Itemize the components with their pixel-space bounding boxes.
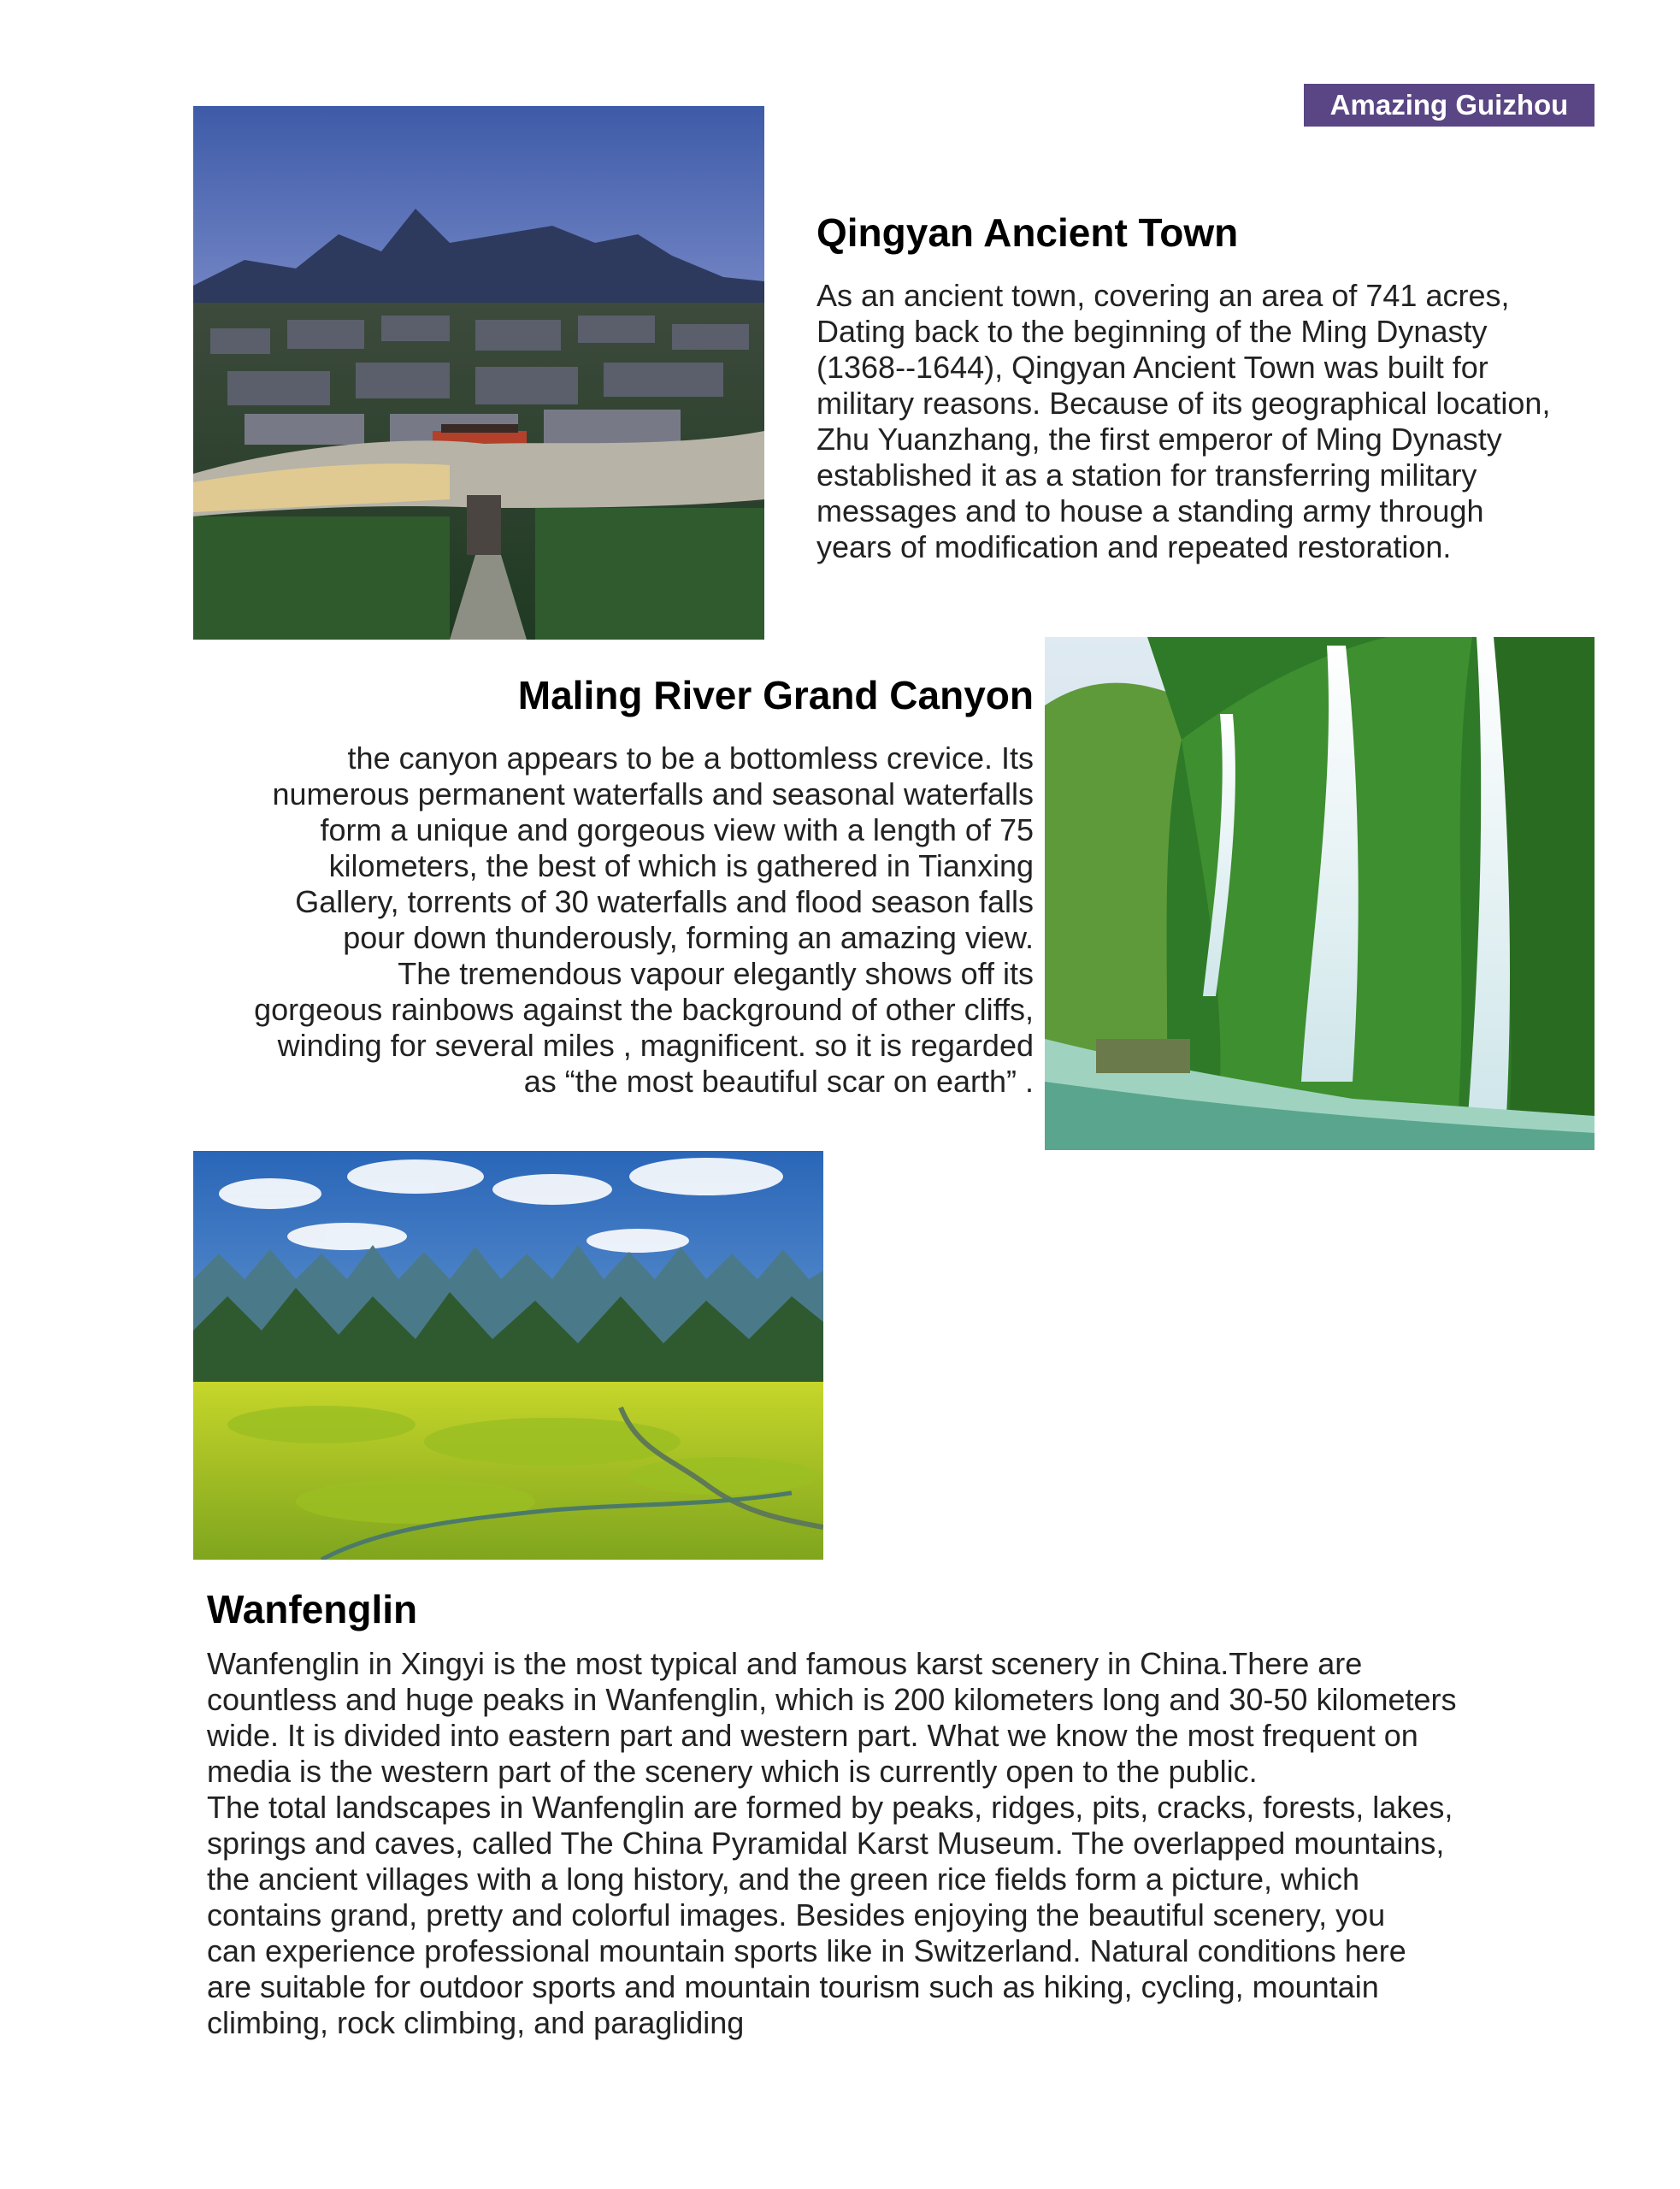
text-line: established it as a station for transferring military <box>816 457 1477 493</box>
text-line: can experience professional mountain sports like in Switzerland. Natural conditions here <box>207 1933 1406 1968</box>
text-line: Wanfenglin in Xingyi is the most typical and famous karst scenery in China.There are <box>207 1646 1363 1681</box>
wanfenglin-karst-photo <box>193 1151 823 1560</box>
header-badge: Amazing Guizhou <box>1304 84 1595 127</box>
section-text-qingyan <box>816 278 1654 565</box>
section-title-qingyan: Qingyan Ancient Town <box>816 210 1239 255</box>
text-line: climbing, rock climbing, and paragliding <box>207 2005 745 2040</box>
text-line: contains grand, pretty and colorful images. Besides enjoying the beautiful scenery, you <box>207 1897 1386 1932</box>
section-title-wanfenglin: Wanfenglin <box>207 1587 418 1631</box>
text-line: wide. It is divided into eastern part and western part. What we know the most frequent on <box>207 1718 1418 1753</box>
maling-river-canyon-photo <box>1045 637 1595 1150</box>
text-line: winding for several miles , magnificent. so it is regarded <box>277 1028 1034 1063</box>
text-line: Zhu Yuanzhang, the first emperor of Ming Dynasty <box>816 422 1502 457</box>
section-text-maling <box>179 740 1034 1100</box>
text-line: are suitable for outdoor sports and mountain tourism such as hiking, cycling, mountain <box>207 1969 1379 2004</box>
text-line: Dating back to the beginning of the Ming Dynasty <box>816 314 1488 349</box>
text-line: numerous permanent waterfalls and seasonal waterfalls <box>272 776 1034 811</box>
section-title-maling: Maling River Grand Canyon <box>517 673 1034 717</box>
text-line: Gallery, torrents of 30 waterfalls and flood season falls <box>295 884 1034 919</box>
text-line: messages and to house a standing army through <box>816 493 1484 528</box>
text-line: (1368--1644), Qingyan Ancient Town was built for <box>816 350 1488 385</box>
text-line: As an ancient town, covering an area of 741 acres, <box>816 278 1510 313</box>
text-line: media is the western part of the scenery which is currently open to the public. <box>207 1754 1258 1789</box>
text-line: springs and caves, called The China Pyramidal Karst Museum. The overlapped mountains, <box>207 1826 1445 1861</box>
text-line: pour down thunderously, forming an amazing view. <box>343 920 1034 955</box>
text-line: The total landscapes in Wanfenglin are formed by peaks, ridges, pits, cracks, forests, lakes, <box>207 1790 1453 1825</box>
text-line: countless and huge peaks in Wanfenglin, which is 200 kilometers long and 30-50 kilometers <box>207 1682 1457 1717</box>
section-text-wanfenglin <box>207 1646 1643 2041</box>
text-line: the ancient villages with a long history, and the green rice fields form a picture, which <box>207 1862 1360 1897</box>
text-line: kilometers, the best of which is gathered in Tianxing <box>328 848 1034 883</box>
text-line: gorgeous rainbows against the background of other cliffs, <box>254 992 1034 1027</box>
qingyan-ancient-town-photo <box>193 106 764 640</box>
text-line: as “the most beautiful scar on earth” . <box>523 1064 1034 1099</box>
text-line: years of modification and repeated restoration. <box>816 529 1452 564</box>
text-line: the canyon appears to be a bottomless crevice. Its <box>347 740 1034 776</box>
text-line: The tremendous vapour elegantly shows off its <box>398 956 1034 991</box>
text-line: form a unique and gorgeous view with a length of 75 <box>320 812 1034 847</box>
text-line: military reasons. Because of its geographical location, <box>816 386 1551 421</box>
